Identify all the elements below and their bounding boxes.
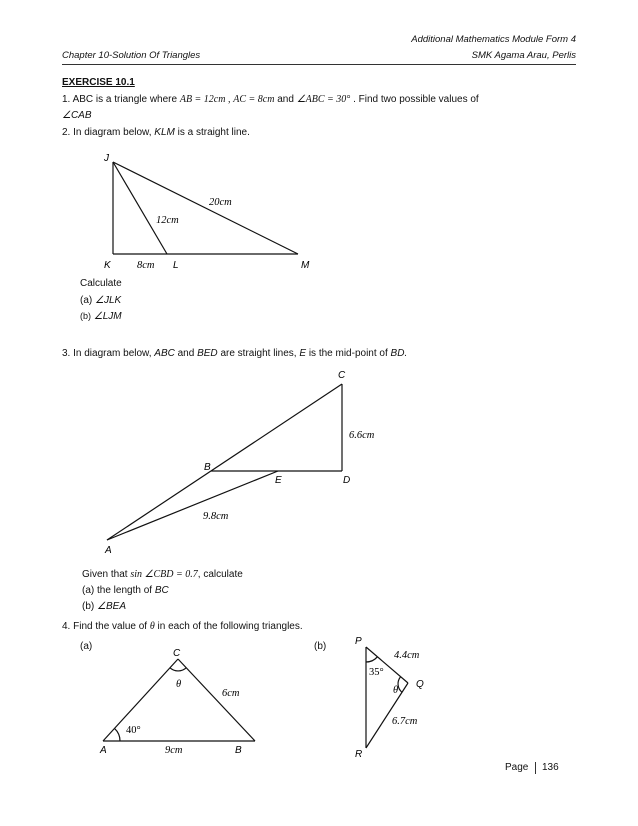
q4a-angle-arc-a xyxy=(115,728,121,741)
q1-prefix: 1. ABC is a triangle where xyxy=(62,94,178,105)
footer-page-number: 136 xyxy=(542,762,559,773)
q4b-angle-p: 35° xyxy=(369,667,384,678)
q3-segment-bd: BD. xyxy=(390,348,408,359)
q3-given-b: , calculate xyxy=(197,569,243,580)
q3-part-b-angle: ∠BEA xyxy=(97,601,126,612)
q2-calculate: Calculate xyxy=(80,278,122,289)
q4a-angle-arc-c xyxy=(170,668,186,671)
q2-line-name: KLM xyxy=(154,127,175,138)
q4b-theta: θ xyxy=(393,685,399,696)
q4b-angle-arc-q xyxy=(398,677,402,692)
q3-part-a-var: BC xyxy=(154,585,169,596)
q2-label-m: M xyxy=(301,260,310,271)
q3-len-ae: 9.8cm xyxy=(203,511,229,522)
q1-and: and xyxy=(277,94,294,105)
header-module-title: Additional Mathematics Module Form 4 xyxy=(411,34,576,45)
q3-label-d: D xyxy=(343,475,351,486)
q2-part-a-label: (a) xyxy=(80,295,93,306)
q4-intro-b: in each of the following triangles. xyxy=(157,621,303,632)
q2-part-b-angle: ∠LJM xyxy=(93,311,122,322)
header-school-name: SMK Agama Arau, Perlis xyxy=(471,50,576,61)
q1-angle-expr: ∠ABC = 30° xyxy=(296,94,351,105)
q4a-label-b: B xyxy=(235,745,242,756)
q2-len-jl: 12cm xyxy=(156,215,179,226)
q2-label-j: J xyxy=(104,153,109,164)
q2-label-l: L xyxy=(173,260,179,271)
footer-page-label: Page xyxy=(505,762,529,773)
q4a-angle-a: 40° xyxy=(126,725,141,736)
q3-given-expr: sin ∠CBD = 0.7 xyxy=(130,569,198,580)
q2-len-kl: 8cm xyxy=(137,260,155,271)
q4a-len-cb: 6cm xyxy=(222,688,240,699)
q3-len-cd: 6.6cm xyxy=(349,430,375,441)
q2-part-b-label: (b) xyxy=(80,311,91,321)
q4a-label-a: A xyxy=(100,745,107,756)
q3-part-a-text: (a) the length of xyxy=(82,585,153,596)
q3-line-bed: BED xyxy=(197,348,218,359)
q3-label-e: E xyxy=(275,475,282,486)
q2-label-k: K xyxy=(104,260,111,271)
q3-mid2: is the mid-point of xyxy=(308,348,388,359)
q1-target-angle: ∠CAB xyxy=(62,110,92,121)
q4-part-b-label: (b) xyxy=(314,641,327,652)
q2-len-jm: 20cm xyxy=(209,197,232,208)
q3-and: and xyxy=(177,348,195,359)
q4b-label-q: Q xyxy=(416,679,424,690)
q2-intro-a: 2. In diagram below, xyxy=(62,127,152,138)
q4b-len-qr: 6.7cm xyxy=(392,716,418,727)
q2-intro-b: is a straight line. xyxy=(177,127,250,138)
q1-ac-expr: AC = 8cm xyxy=(233,94,275,105)
q4a-len-ab: 9cm xyxy=(165,745,183,756)
q3-line-abc: ABC xyxy=(154,348,175,359)
q3-part-b-label: (b) xyxy=(82,601,95,612)
q3-given-a: Given that xyxy=(82,569,128,580)
q1-ab-expr: AB = 12cm , xyxy=(179,94,231,105)
q3-point-e: E xyxy=(299,348,307,359)
q4a-label-c: C xyxy=(173,648,181,659)
exercise-title: EXERCISE 10.1 xyxy=(62,77,135,88)
q4b-angle-arc-p xyxy=(366,657,377,662)
q3-mid: are straight lines, xyxy=(220,348,297,359)
q3-intro-a: 3. In diagram below, xyxy=(62,348,152,359)
q2-part-a-angle: ∠JLK xyxy=(95,295,122,306)
q3-label-c: C xyxy=(338,370,346,381)
q4a-theta: θ xyxy=(176,679,182,690)
q4b-triangle xyxy=(366,647,408,748)
q1-suffix: . Find two possible values of xyxy=(353,94,479,105)
q3-label-b: B xyxy=(204,462,211,473)
footer-separator xyxy=(535,762,536,774)
q4-part-a-label: (a) xyxy=(80,641,93,652)
q4-theta: θ xyxy=(149,621,155,632)
q4b-label-r: R xyxy=(355,749,363,760)
header-chapter-title: Chapter 10-Solution Of Triangles xyxy=(62,50,201,61)
q4-intro-a: 4. Find the value of xyxy=(62,621,148,632)
q4b-len-pq: 4.4cm xyxy=(394,650,420,661)
q4a-line-cb xyxy=(178,659,255,741)
q3-label-a: A xyxy=(105,545,112,556)
q4b-label-p: P xyxy=(355,636,362,647)
